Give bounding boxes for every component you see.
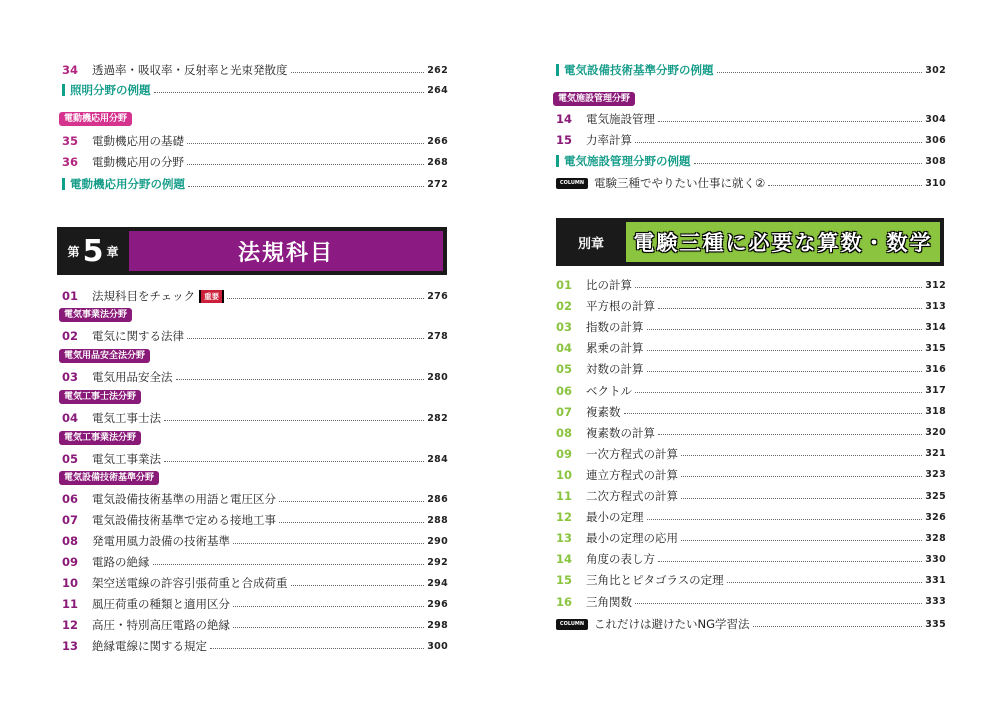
entry-title: 累乗の計算	[586, 341, 644, 356]
dot-leader	[187, 164, 424, 165]
chapter-header	[57, 227, 447, 275]
example-entry[interactable]	[556, 152, 946, 170]
chapter-label	[57, 227, 129, 275]
toc-entry[interactable]	[62, 490, 448, 508]
entry-number: 15	[556, 133, 573, 147]
entry-number: 02	[556, 299, 573, 314]
entry-number: 35	[62, 134, 79, 148]
entry-number: 05	[62, 452, 79, 466]
entry-number: 09	[556, 446, 573, 461]
entry-page: 284	[427, 453, 448, 465]
entry-title: 指数の計算	[586, 320, 644, 335]
entry-number: 13	[556, 531, 573, 546]
entry-number: 10	[556, 467, 573, 482]
entry-page: 331	[925, 574, 946, 586]
entry-title: 電気に関する法律	[92, 329, 184, 343]
entry-title: 電動機応用の分野	[92, 155, 184, 169]
entry-title: 三角関数	[586, 594, 632, 609]
entry-page: 312	[925, 279, 946, 291]
section-tag: 電気工事士法分野	[59, 390, 141, 404]
toc-entry[interactable]	[556, 318, 946, 336]
dot-leader	[635, 287, 922, 288]
entry-page: 268	[427, 156, 448, 168]
dot-leader	[176, 379, 425, 380]
dot-leader	[188, 186, 424, 187]
section-tag: 電動機応用分野	[59, 112, 132, 126]
dot-leader	[753, 626, 923, 627]
entry-title: 電気用品安全法	[92, 370, 173, 384]
section-tag: 電気工事業法分野	[59, 431, 141, 445]
dot-leader	[647, 329, 923, 330]
toc-entry[interactable]	[556, 110, 946, 128]
toc-entry[interactable]	[62, 511, 448, 529]
entry-number: 01	[556, 278, 573, 292]
dot-leader	[227, 298, 424, 299]
section-tag: 電気用品安全法分野	[59, 349, 150, 363]
entry-title: 複素数の計算	[586, 425, 655, 440]
toc-entry[interactable]	[556, 571, 946, 589]
dot-leader	[658, 308, 922, 309]
example-entry[interactable]	[62, 175, 448, 193]
dot-leader	[694, 163, 923, 164]
section-tag: 電気施設管理分野	[553, 92, 635, 106]
entry-page: 298	[427, 619, 448, 631]
entry-page: 290	[427, 535, 448, 547]
entry-page: 272	[427, 178, 448, 190]
dot-leader	[233, 606, 424, 607]
entry-page: 335	[925, 618, 946, 630]
column-entry[interactable]	[556, 174, 946, 192]
entry-title: 電路の絶縁	[92, 555, 150, 569]
dot-leader	[681, 540, 922, 541]
column-entry[interactable]	[556, 615, 946, 633]
chapter-suffix: 章	[106, 244, 119, 259]
chapter-header	[556, 218, 944, 266]
entry-number: 12	[62, 618, 79, 632]
toc-entry[interactable]	[556, 360, 946, 378]
dot-leader	[635, 142, 922, 143]
entry-page: 310	[925, 177, 946, 189]
dot-leader	[279, 501, 424, 502]
entry-number: 10	[62, 576, 79, 590]
dot-leader	[153, 564, 425, 565]
entry-number: 02	[62, 329, 79, 343]
entry-title: 比の計算	[586, 278, 632, 292]
toc-entry[interactable]	[556, 487, 946, 505]
entry-number: 11	[556, 489, 573, 503]
entry-title: 三角比とピタゴラスの定理	[586, 573, 724, 588]
entry-title: 電気設備技術基準で定める接地工事	[92, 513, 276, 527]
example-title: 照明分野の例題	[70, 83, 151, 97]
dot-leader	[233, 627, 424, 628]
dot-leader	[647, 519, 923, 520]
dot-leader	[187, 143, 424, 144]
dot-leader	[727, 582, 923, 583]
entry-number: 04	[62, 411, 79, 425]
dot-leader	[658, 434, 922, 435]
entry-page: 321	[925, 448, 946, 460]
entry-number: 03	[556, 320, 573, 335]
entry-page: 328	[925, 532, 946, 544]
entry-page: 286	[427, 493, 448, 505]
entry-title: 複素数	[586, 404, 621, 419]
entry-title: 発電用風力設備の技術基準	[92, 534, 230, 548]
column-tag: COLUMN	[556, 178, 588, 189]
dot-leader	[187, 338, 424, 339]
toc-entry[interactable]	[62, 450, 448, 468]
entry-title: 透過率・吸収率・反射率と光束発散度	[92, 63, 288, 77]
toc-entry[interactable]	[62, 553, 448, 571]
toc-entry[interactable]	[62, 532, 448, 550]
entry-title: 最小の定理の応用	[586, 531, 678, 546]
entry-page: 318	[925, 406, 946, 418]
entry-page: 292	[427, 556, 448, 568]
entry-page: 276	[427, 290, 448, 302]
entry-number: 09	[62, 555, 79, 569]
toc-entry[interactable]	[556, 382, 946, 400]
entry-number: 16	[556, 594, 573, 609]
toc-entry[interactable]	[556, 339, 946, 357]
toc-entry[interactable]	[62, 595, 448, 613]
dot-leader	[624, 413, 923, 414]
toc-entry[interactable]	[556, 550, 946, 568]
entry-title: 二次方程式の計算	[586, 489, 678, 503]
example-marker	[556, 64, 559, 76]
example-marker	[62, 84, 65, 96]
toc-entry[interactable]	[556, 508, 946, 526]
dot-leader	[681, 455, 922, 456]
entry-title: 電動機応用の基礎	[92, 134, 184, 148]
entry-page: 306	[925, 134, 946, 146]
entry-page: 313	[925, 300, 946, 312]
entry-title: 電気工事士法	[92, 411, 161, 425]
entry-page: 326	[925, 511, 946, 523]
entry-title: 対数の計算	[586, 362, 644, 377]
entry-title: 力率計算	[586, 133, 632, 147]
entry-page: 314	[925, 321, 946, 333]
dot-leader	[233, 543, 424, 544]
dot-leader	[717, 72, 923, 73]
entry-page: 266	[427, 135, 448, 147]
toc-entry[interactable]	[556, 424, 946, 442]
entry-title: 架空送電線の許容引張荷重と合成荷重	[92, 576, 288, 590]
example-marker	[556, 155, 559, 167]
entry-page: 330	[925, 553, 946, 565]
dot-leader	[635, 603, 922, 604]
entry-page: 280	[427, 371, 448, 383]
dot-leader	[681, 498, 922, 499]
entry-title: 電気設備技術基準の用語と電圧区分	[92, 492, 276, 506]
example-title: 電動機応用分野の例題	[70, 177, 185, 191]
entry-number: 14	[556, 112, 573, 126]
chapter-number: 5	[82, 233, 104, 269]
important-badge: 重要	[199, 290, 224, 303]
entry-title: 法規科目をチェック	[92, 289, 196, 303]
entry-page: 294	[427, 577, 448, 589]
column-tag: COLUMN	[556, 619, 588, 630]
entry-page: 282	[427, 412, 448, 424]
entry-title: 高圧・特別高圧電路の絶縁	[92, 618, 230, 632]
toc-entry[interactable]	[62, 132, 448, 150]
entry-number: 08	[556, 425, 573, 440]
toc-entry[interactable]	[62, 61, 448, 79]
entry-number: 01	[62, 289, 79, 303]
entry-number: 06	[62, 492, 79, 506]
entry-title: 絶縁電線に関する規定	[92, 639, 207, 653]
entry-page: 325	[925, 490, 946, 502]
entry-number: 05	[556, 362, 573, 377]
entry-page: 288	[427, 514, 448, 526]
example-entry[interactable]	[62, 81, 448, 99]
dot-leader	[658, 121, 922, 122]
entry-page: 333	[925, 596, 946, 607]
entry-number: 06	[556, 383, 573, 398]
entry-page: 300	[427, 640, 448, 652]
entry-page: 296	[427, 598, 448, 610]
toc-entry[interactable]	[62, 327, 448, 345]
chapter-title: 法規科目	[129, 231, 443, 271]
entry-title: 一次方程式の計算	[586, 446, 678, 461]
entry-page: 320	[925, 427, 946, 439]
entry-page: 316	[925, 363, 946, 375]
toc-entry[interactable]	[556, 403, 946, 421]
toc-entry[interactable]	[62, 574, 448, 592]
entry-title: 最小の定理	[586, 510, 644, 525]
entry-page: 278	[427, 330, 448, 342]
toc-entry[interactable]	[62, 153, 448, 171]
entry-title: 電気施設管理	[586, 112, 655, 126]
entry-number: 12	[556, 510, 573, 525]
entry-number: 34	[62, 63, 79, 77]
dot-leader	[164, 461, 424, 462]
toc-entry[interactable]	[62, 637, 448, 655]
entry-number: 15	[556, 573, 573, 588]
toc-entry[interactable]	[556, 593, 946, 611]
entry-number: 03	[62, 370, 79, 384]
section-tag: 電気設備技術基準分野	[59, 471, 159, 485]
toc-entry[interactable]	[62, 616, 448, 634]
entry-title: 電気工事業法	[92, 452, 161, 466]
entry-page: 262	[427, 64, 448, 76]
dot-leader	[291, 585, 425, 586]
entry-number: 08	[62, 534, 79, 548]
toc-entry[interactable]	[556, 445, 946, 463]
toc-entry[interactable]	[556, 529, 946, 547]
entry-page: 302	[925, 64, 946, 76]
dot-leader	[647, 371, 923, 372]
dot-leader	[291, 72, 425, 73]
example-entry[interactable]	[556, 61, 946, 79]
toc-entry[interactable]	[556, 466, 946, 484]
example-title: 電気設備技術基準分野の例題	[564, 63, 714, 77]
dot-leader	[681, 476, 922, 477]
dot-leader	[635, 392, 922, 393]
entry-title: ベクトル	[586, 383, 632, 398]
dot-leader	[768, 185, 922, 186]
dot-leader	[154, 92, 425, 93]
entry-number: 04	[556, 341, 573, 356]
toc-entry[interactable]	[62, 409, 448, 427]
entry-page: 308	[925, 155, 946, 167]
dot-leader	[210, 648, 424, 649]
entry-title: これだけは避けたいNG学習法	[594, 617, 750, 631]
dot-leader	[279, 522, 424, 523]
entry-title: 平方根の計算	[586, 299, 655, 314]
section-tag: 電気事業法分野	[59, 308, 132, 322]
toc-entry[interactable]	[62, 287, 448, 305]
dot-leader	[658, 561, 922, 562]
chapter-label: 別章	[577, 236, 604, 252]
entry-page: 315	[925, 342, 946, 354]
toc-entry[interactable]	[556, 131, 946, 149]
entry-page: 323	[925, 469, 946, 481]
entry-title: 風圧荷重の種類と適用区分	[92, 597, 230, 611]
entry-number: 36	[62, 155, 79, 169]
entry-number: 07	[62, 513, 79, 527]
entry-number: 11	[62, 597, 79, 611]
entry-page: 304	[925, 113, 946, 125]
toc-entry[interactable]	[556, 297, 946, 315]
entry-title: 角度の表し方	[586, 552, 655, 567]
toc-entry[interactable]	[62, 368, 448, 386]
entry-page: 264	[427, 84, 448, 96]
chapter-title: 電験三種に必要な算数・数学	[626, 222, 940, 262]
entry-title: 電験三種でやりたい仕事に就く②	[594, 176, 766, 190]
entry-page: 317	[925, 385, 946, 396]
chapter-prefix: 第	[67, 244, 80, 259]
toc-entry[interactable]	[556, 276, 946, 294]
entry-number: 14	[556, 552, 573, 567]
example-title: 電気施設管理分野の例題	[564, 154, 691, 168]
entry-title: 連立方程式の計算	[586, 467, 678, 482]
entry-number: 13	[62, 639, 79, 653]
dot-leader	[164, 420, 424, 421]
example-marker	[62, 178, 65, 190]
entry-number: 07	[556, 404, 573, 419]
dot-leader	[647, 350, 923, 351]
